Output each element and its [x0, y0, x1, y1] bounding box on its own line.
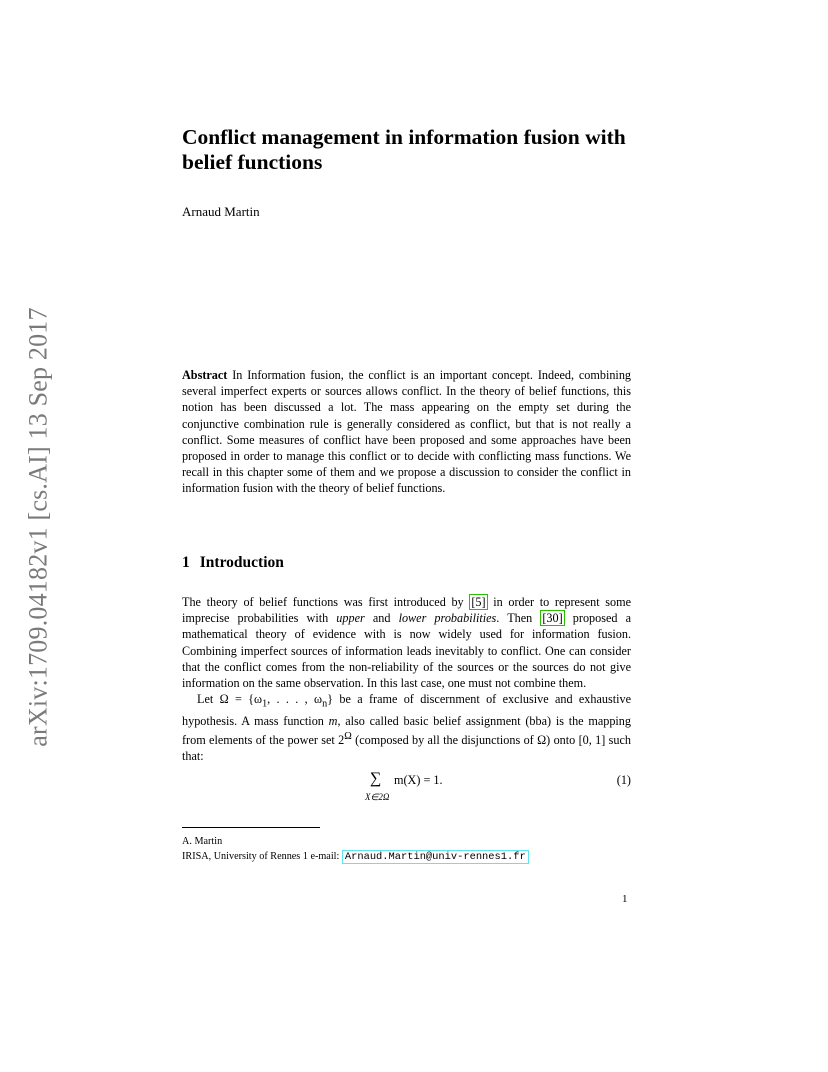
footnote [182, 835, 529, 864]
text-run: (composed by all the disjunctions of Ω) onto [0, 1] such that: [182, 733, 631, 764]
section-body [182, 594, 631, 765]
section-title: Introduction [199, 554, 284, 571]
text-run: in order to represent some imprecise probabilities with [182, 595, 631, 626]
page-number: 1 [622, 893, 628, 905]
footnote-rule [182, 827, 320, 828]
author-name: Arnaud Martin [182, 204, 260, 219]
emphasis: upper [336, 611, 365, 626]
arxiv-identifier-text: arXiv:1709.04182v1 [cs.AI] 13 Sep 2017 [24, 307, 53, 747]
equation-1 [182, 770, 631, 804]
paragraph-1 [182, 594, 631, 691]
footnote-author: A. Martin [182, 836, 223, 847]
email-link[interactable]: Arnaud.Martin@univ-rennes1.fr [342, 850, 529, 864]
abstract-label: Abstract [182, 368, 228, 382]
text-run: and [364, 611, 399, 626]
paragraph-2 [182, 691, 631, 764]
text-run: } be a frame of discernment of exclusive and exhaustive hypothesis. A mass function [182, 692, 631, 728]
paper-title: Conflict management in information fusion with belief functions [182, 125, 626, 174]
subscript: 1 [262, 698, 268, 710]
text-run: , . . . , ω [267, 692, 323, 707]
text-run: . Then [496, 611, 541, 626]
sum-symbol: ∑ [370, 770, 382, 787]
citation-link-5[interactable]: [5] [471, 595, 486, 609]
section-heading [182, 554, 284, 572]
equation-expression: m(X) = 1. [394, 773, 443, 787]
subscript: n [322, 698, 328, 710]
text-run: , also called basic belief assignment (bba) is the mapping from elements of the power set 2 [182, 713, 631, 748]
emphasis: lower probabilities [398, 611, 497, 626]
sum-subscript: X∈2Ω [365, 792, 390, 802]
emphasis: m [328, 713, 338, 728]
citation-link-30[interactable]: [30] [542, 611, 563, 626]
text-run: proposed a mathematical theory of evidence with is now widely used for information fusion. Combining imperfect sources of information leads inevitably to conflict. One can consider that the conflict comes from the non-reliability of the sources or the sources do not give information on the same observation. In this last case, one must not combine them. [182, 611, 631, 691]
footnote-affiliation [182, 850, 529, 865]
superscript: Ω [344, 731, 352, 743]
affiliation-text: IRISA, University of Rennes 1 e-mail: [182, 850, 342, 862]
abstract [182, 367, 631, 497]
section-number: 1 [182, 554, 190, 571]
equation-number: (1) [616, 773, 631, 787]
text-run: The theory of belief functions was first introduced by [182, 595, 470, 609]
text-run: Let Ω = {ω [197, 692, 263, 707]
arxiv-identifier [17, 296, 61, 758]
abstract-text: In Information fusion, the conflict is an important concept. Indeed, combining several imperfect experts or sources allows conflict. In the theory of belief functions, this notion has been discussed a lot. The mass appearing on the empty set during the conjunctive combination rule is generally considered as conflict, but that is not really a conflict. Some measures of conflict have been proposed and some approaches have been proposed in order to manage this conflict or to decide with conflicting mass functions. We recall in this chapter some of them and we propose a discussion to consider the conflict in information fusion with the theory of belief functions. [182, 368, 632, 496]
